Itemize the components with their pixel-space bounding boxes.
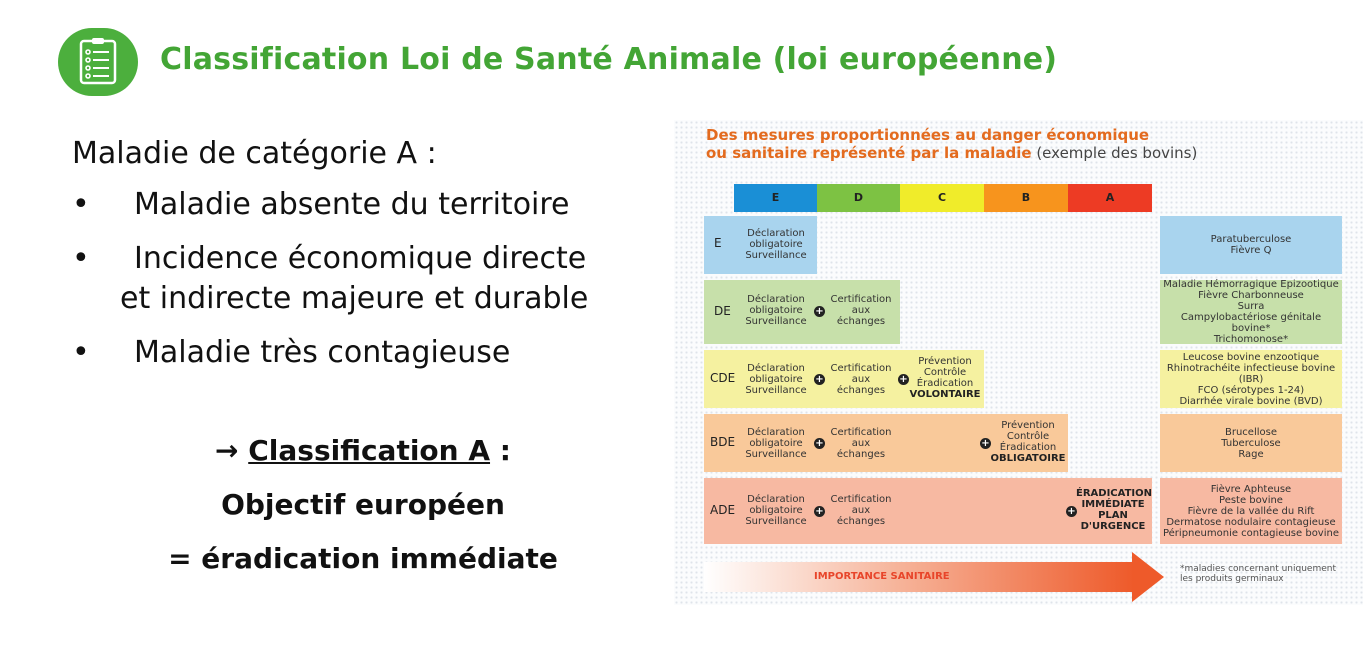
bullet-text: Maladie absente du territoire xyxy=(134,187,570,222)
disease-name: Trichomonose* xyxy=(1213,334,1289,345)
diseases-box-ade xyxy=(1160,478,1342,544)
figure-title-bold: ou sanitaire représenté par la maladie xyxy=(706,144,1032,162)
row-label: E xyxy=(714,236,722,250)
measure-text: obligatoire xyxy=(749,374,803,385)
measure-text: Certification xyxy=(830,427,892,438)
certification-cell xyxy=(826,494,896,527)
measure-text: Déclaration xyxy=(747,294,805,305)
disease-name: Fièvre Q xyxy=(1230,245,1272,256)
certification-cell xyxy=(826,294,896,327)
plus-icon: + xyxy=(899,374,908,385)
measure-text: échanges xyxy=(836,385,886,396)
measure-text: PLAN xyxy=(1098,510,1128,521)
plus-icon: + xyxy=(981,438,990,449)
certification-cell xyxy=(826,363,896,396)
measure-text: Éradication xyxy=(999,442,1057,453)
arrow-right-icon: → xyxy=(215,434,239,467)
measure-text: Surveillance xyxy=(745,516,807,527)
disease-name: Campylobactériose génitale bovine* xyxy=(1180,312,1322,334)
footnote-line: les produits germinaux xyxy=(1180,574,1284,584)
bullet-item xyxy=(72,333,662,373)
plus-icon: + xyxy=(815,374,824,385)
row-label: CDE xyxy=(710,371,736,385)
measure-text: VOLONTAIRE xyxy=(909,389,981,400)
footnote-line: *maladies concernant uniquement xyxy=(1180,564,1336,574)
measure-text: aux xyxy=(851,505,871,516)
category-header-d: D xyxy=(817,184,900,212)
measure-text: Prévention xyxy=(1001,420,1055,431)
figure-title-line1: Des mesures proportionnées au danger économique xyxy=(706,126,1150,144)
row-label: BDE xyxy=(710,435,736,449)
measure-text: Contrôle xyxy=(923,367,967,378)
measure-text: obligatoire xyxy=(749,305,803,316)
row-bde xyxy=(704,414,1068,472)
row-label: DE xyxy=(714,304,731,318)
measure-text: obligatoire xyxy=(749,438,803,449)
measure-text: Prévention xyxy=(918,356,972,367)
measure-text: Éradication xyxy=(916,378,974,389)
figure-title-normal: (exemple des bovins) xyxy=(1031,144,1198,162)
eradication-cell xyxy=(1076,488,1153,532)
disease-name: Paratuberculose xyxy=(1210,234,1292,245)
disease-name: Maladie Hémorragique Epizootique xyxy=(1163,279,1339,290)
measure-text: échanges xyxy=(836,516,886,527)
bullet-text: Maladie très contagieuse xyxy=(134,335,511,370)
disease-name: Diarrhée virale bovine (BVD) xyxy=(1179,395,1323,407)
row-ade xyxy=(704,478,1152,544)
bullet-dot: • xyxy=(72,335,90,370)
disease-name: Peste bovine xyxy=(1219,494,1283,506)
footnote xyxy=(1180,564,1336,584)
criteria-section xyxy=(72,136,662,387)
measure-text: Surveillance xyxy=(745,449,807,460)
category-header-e: E xyxy=(734,184,817,212)
bullet-dot: • xyxy=(72,241,90,276)
row-e xyxy=(704,216,817,274)
plus-icon: + xyxy=(1067,506,1076,517)
bullet-item xyxy=(72,239,662,319)
diseases-box-de xyxy=(1160,280,1342,344)
diseases-box-bde xyxy=(1160,414,1342,472)
arrow-head-icon xyxy=(1132,552,1164,602)
measure-text: Surveillance xyxy=(745,316,807,327)
colon: : xyxy=(490,434,511,467)
measure-text: D'URGENCE xyxy=(1080,521,1146,532)
disease-name: Péripneumonie contagieuse bovine xyxy=(1162,527,1339,539)
declaration-cell xyxy=(740,228,812,261)
measure-text: échanges xyxy=(836,316,886,327)
figure-title xyxy=(706,126,1197,162)
disease-name: Rhinotrachéite infectieuse bovine (IBR) xyxy=(1166,362,1336,385)
declaration-cell xyxy=(740,363,812,396)
measure-text: Certification xyxy=(830,363,892,374)
diseases-box-e xyxy=(1160,216,1342,274)
declaration-cell xyxy=(740,494,812,527)
disease-name: Rage xyxy=(1238,448,1264,460)
measure-text: Déclaration xyxy=(747,363,805,374)
measure-text: Contrôle xyxy=(1006,431,1050,442)
row-cde xyxy=(704,350,984,408)
certification-cell xyxy=(826,427,896,460)
plus-icon: + xyxy=(815,306,824,317)
measure-text: aux xyxy=(851,438,871,449)
measure-text: Déclaration xyxy=(747,228,805,239)
measure-text: aux xyxy=(851,305,871,316)
bullet-item xyxy=(72,185,662,225)
category-header-b: B xyxy=(984,184,1068,212)
figure-title-line2 xyxy=(706,144,1197,162)
disease-name: Fièvre de la vallée du Rift xyxy=(1187,505,1315,517)
conclusion-classification xyxy=(72,424,654,478)
bullet-text: Incidence économique directe xyxy=(134,241,587,276)
disease-name: Fièvre Charbonneuse xyxy=(1198,290,1304,301)
bullet-dot: • xyxy=(72,187,90,222)
declaration-cell xyxy=(740,427,812,460)
category-title: Maladie de catégorie A : xyxy=(72,136,437,171)
diseases-box-cde xyxy=(1160,350,1342,408)
measure-text: échanges xyxy=(836,449,886,460)
category-header-c: C xyxy=(900,184,984,212)
disease-name: Fièvre Aphteuse xyxy=(1210,483,1292,495)
measure-text: Certification xyxy=(830,294,892,305)
row-de xyxy=(704,280,900,344)
conclusion-eradication: = éradication immédiate xyxy=(168,542,558,575)
prevention-cell xyxy=(990,420,1066,464)
page-title: Classification Loi de Santé Animale (loi européenne) xyxy=(160,42,1058,77)
conclusion xyxy=(72,424,654,586)
disease-name: Leucose bovine enzootique xyxy=(1182,351,1320,363)
classification-figure xyxy=(674,120,1363,605)
checklist-icon xyxy=(58,28,138,96)
arrow-label: IMPORTANCE SANITAIRE xyxy=(814,571,950,582)
importance-arrow xyxy=(704,552,1166,602)
measure-text: aux xyxy=(851,374,871,385)
disease-name: Dermatose nodulaire contagieuse xyxy=(1166,516,1336,528)
measure-text: Déclaration xyxy=(747,427,805,438)
measure-text: obligatoire xyxy=(749,505,803,516)
disease-name: Tuberculose xyxy=(1221,437,1281,449)
declaration-cell xyxy=(740,294,812,327)
measure-text: Surveillance xyxy=(745,250,807,261)
category-header-a: A xyxy=(1068,184,1152,212)
measure-text: Surveillance xyxy=(745,385,807,396)
measure-text: Certification xyxy=(830,494,892,505)
disease-name: Surra xyxy=(1237,301,1265,312)
plus-icon: + xyxy=(815,506,824,517)
classification-label: Classification A xyxy=(248,434,491,467)
prevention-cell xyxy=(908,356,982,400)
measure-text: OBLIGATOIRE xyxy=(990,453,1066,464)
conclusion-objective: Objectif européen xyxy=(221,488,505,521)
disease-name: Brucellose xyxy=(1225,426,1277,438)
measure-text: Déclaration xyxy=(747,494,805,505)
row-label: ADE xyxy=(710,503,736,517)
measure-text: obligatoire xyxy=(749,239,803,250)
measure-text: IMMÉDIATE xyxy=(1081,499,1145,510)
plus-icon: + xyxy=(815,438,824,449)
disease-name: FCO (sérotypes 1-24) xyxy=(1197,384,1305,396)
bullet-text-continued: et indirecte majeure et durable xyxy=(120,281,589,316)
measure-text: ÉRADICATION xyxy=(1076,488,1153,499)
